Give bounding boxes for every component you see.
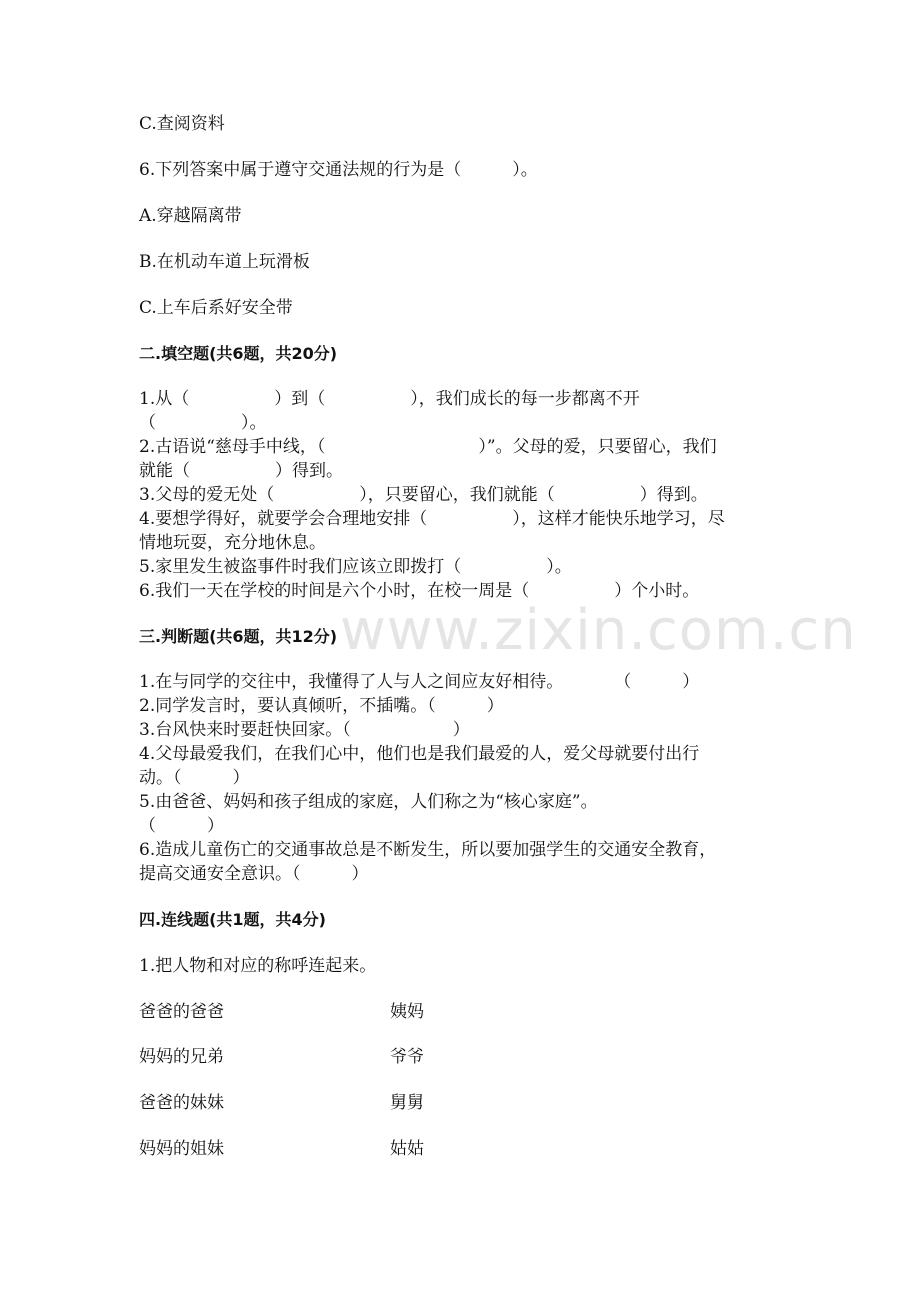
match-right-item: 爷爷	[390, 1047, 424, 1067]
match-right-item: 姨妈	[390, 1002, 424, 1022]
match-right-item: 舅舅	[390, 1093, 424, 1113]
option-c: C.上车后系好安全带	[139, 298, 293, 318]
section-heading-fill-blank: 二.填空题(共6题，共20分)	[139, 344, 338, 363]
judge-q6-line2: 提高交通安全意识。（ ）	[139, 864, 369, 884]
fill-q5: 5.家里发生被盗事件时我们应该立即拨打（ ）。	[139, 557, 572, 577]
judge-q2: 2.同学发言时，要认真倾听，不插嘴。（ ）	[139, 696, 504, 716]
fill-q2-line2: 就能（ ）得到。	[139, 461, 343, 481]
match-right-item: 姑姑	[390, 1139, 424, 1159]
match-left-item: 爸爸的妹妹	[139, 1093, 224, 1113]
judge-q5-line2: （ ）	[139, 816, 224, 836]
judge-q4-line2: 动。（ ）	[139, 768, 250, 788]
match-question: 1.把人物和对应的称呼连起来。	[139, 956, 377, 976]
fill-q3: 3.父母的爱无处（ ），只要留心，我们就能（ ）得到。	[139, 485, 708, 505]
fill-q6: 6.我们一天在学校的时间是六个小时，在校一周是（ ）个小时。	[139, 581, 700, 601]
question-6: 6.下列答案中属于遵守交通法规的行为是（ ）。	[139, 160, 538, 180]
judge-q1: 1.在与同学的交往中，我懂得了人与人之间应友好相待。 （ ）	[139, 672, 700, 692]
option-a: A.穿越隔离带	[139, 206, 242, 226]
fill-q1-line1: 1.从（ ）到（ ），我们成长的每一步都离不开	[139, 389, 640, 409]
fill-q2-line1: 2.古语说“慈母手中线，（ ）”。父母的爱，只要留心，我们	[139, 437, 717, 457]
judge-q5-line1: 5.由爸爸、妈妈和孩子组成的家庭，人们称之为“核心家庭”。	[139, 792, 598, 812]
watermark: www.zixin.com.cn	[340, 598, 857, 663]
fill-q4-line2: 情地玩耍，充分地休息。	[139, 533, 326, 553]
fill-q1-line2: （ ）。	[139, 413, 267, 433]
section-heading-matching: 四.连线题(共1题，共4分)	[139, 910, 326, 929]
option-b: B.在机动车道上玩滑板	[139, 252, 310, 272]
judge-q3: 3.台风快来时要赶快回家。（ ）	[139, 720, 470, 740]
match-left-item: 妈妈的兄弟	[139, 1047, 224, 1067]
match-left-item: 妈妈的姐妹	[139, 1139, 224, 1159]
match-left-item: 爸爸的爸爸	[139, 1002, 224, 1022]
option-c-prev: C.查阅资料	[139, 114, 225, 134]
judge-q6-line1: 6.造成儿童伤亡的交通事故总是不断发生，所以要加强学生的交通安全教育，	[139, 840, 717, 860]
section-heading-judgement: 三.判断题(共6题，共12分)	[139, 627, 338, 646]
fill-q4-line1: 4.要想学得好，就要学会合理地安排（ ），这样才能快乐地学习，尽	[139, 509, 725, 529]
judge-q4-line1: 4.父母最爱我们，在我们心中，他们也是我们最爱的人，爱父母就要付出行	[139, 744, 700, 764]
